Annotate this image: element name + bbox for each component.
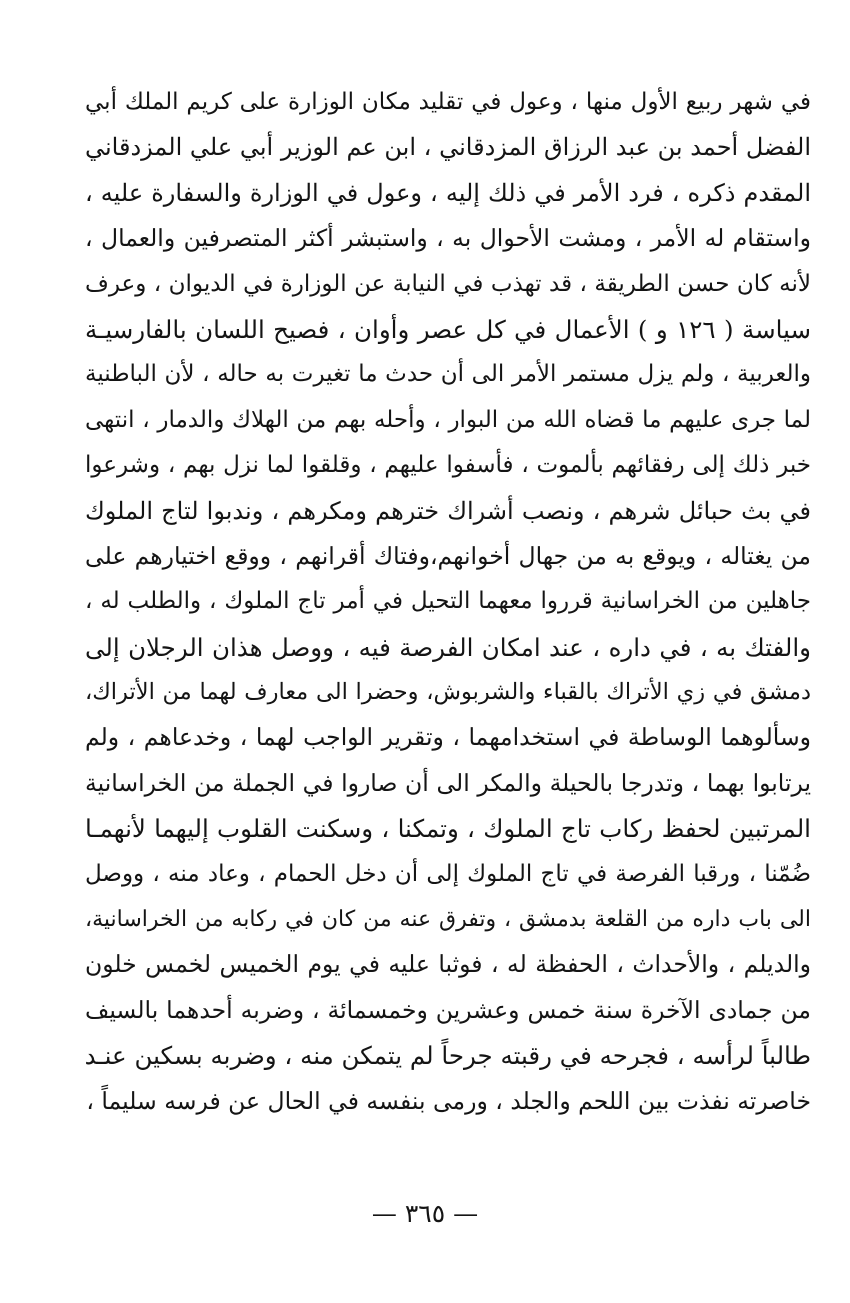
text-line: طالباً لرأسه ، فجرحه في رقبته جرحاً لم يتمكن منه ، وضربه بسكين عنـد xyxy=(85,1041,811,1071)
text-line: المقدم ذكره ، فرد الأمر في ذلك إليه ، وعول في الوزارة والسفارة عليه ، xyxy=(85,178,811,207)
text-line: وسألوهما الوساطة في استخدامهما ، وتقرير الواجب لهما ، وخدعاهم ، ولم xyxy=(85,723,811,752)
text-line: يرتابوا بهما ، وتدرجا بالحيلة والمكر الى أن صاروا في الجملة من الخراسانية xyxy=(85,768,811,797)
text-line: خاصرته نفذت بين اللحم والجلد ، ورمى بنفسه في الحال عن فرسه سليماً ، xyxy=(86,1086,811,1115)
text-line: واستقام له الأمر ، ومشت الأحوال به ، واستبشر أكثر المتصرفين والعمال ، xyxy=(85,224,811,253)
text-line: في شهر ربيع الأول منها ، وعول في تقليد مكان الوزارة على كريم الملك أبي xyxy=(85,89,811,115)
text-line: ضُمّنا ، ورقبا الفرصة في تاج الملوك إلى أن دخل الحمام ، وعاد منه ، ووصل xyxy=(85,860,811,887)
text-line: لأنه كان حسن الطريقة ، قد تهذب في النيابة عن الوزارة في الديوان ، وعرف xyxy=(85,270,811,297)
body-text xyxy=(85,80,811,1124)
text-line: المرتبين لحفظ ركاب تاج الملوك ، وتمكنا ، وسكنت القلوب إليهما لأنهمـا xyxy=(85,814,811,844)
page-number: — ٣٦٥ — xyxy=(371,1199,479,1228)
text-line: الى باب داره من القلعة بدمشق ، وتفرق عنه من كان في ركابه من الخراسانية، xyxy=(85,907,811,933)
text-line: الفضل أحمد بن عبد الرزاق المزدقاني ، ابن عم الوزير أبي علي المزدقاني xyxy=(85,133,811,162)
text-line: والفتك به ، في داره ، عند امكان الفرصة فيه ، ووصل هذان الرجلان إلى xyxy=(85,632,811,662)
text-line: من جمادى الآخرة سنة خمس وعشرين وخمسمائة ، وضربه أحدهما بالسيف xyxy=(85,995,811,1024)
text-line: سياسة ( ١٢٦ و ) الأعمال في كل عصر وأوان ، فصيح اللسان بالفارسيـة xyxy=(85,314,811,344)
text-line: لما جرى عليهم ما قضاه الله من البوار ، وأحله بهم من الهلاك والدمار ، انتهى xyxy=(85,406,811,433)
text-line: والعربية ، ولم يزل مستمر الأمر الى أن حدث ما تغيرت به حاله ، لأن الباطنية xyxy=(85,361,811,388)
text-line: في بث حبائل شرهم ، ونصب أشراك خترهم ومكرهم ، وندبوا لتاج الملوك xyxy=(85,496,811,525)
text-line: جاهلين من الخراسانية قرروا معهما التحيل في أمر تاج الملوك ، والطلب له ، xyxy=(85,588,811,615)
text-line: دمشق في زي الأتراك بالقباء والشربوش، وحضرا الى معارف لهما من الأتراك، xyxy=(85,679,811,706)
text-line: خبر ذلك إلى رفقائهم بألموت ، فأسفوا عليهم ، وقلقوا لما نزل بهم ، وشرعوا xyxy=(85,452,811,479)
text-line: من يغتاله ، ويوقع به من جهال أخوانهم،وفتاك أقرانهم ، ووقع اختيارهم على xyxy=(85,541,811,570)
text-line: والديلم ، والأحداث ، الحفظة له ، فوثبا عليه في يوم الخميس لخمس خلون xyxy=(85,950,811,979)
